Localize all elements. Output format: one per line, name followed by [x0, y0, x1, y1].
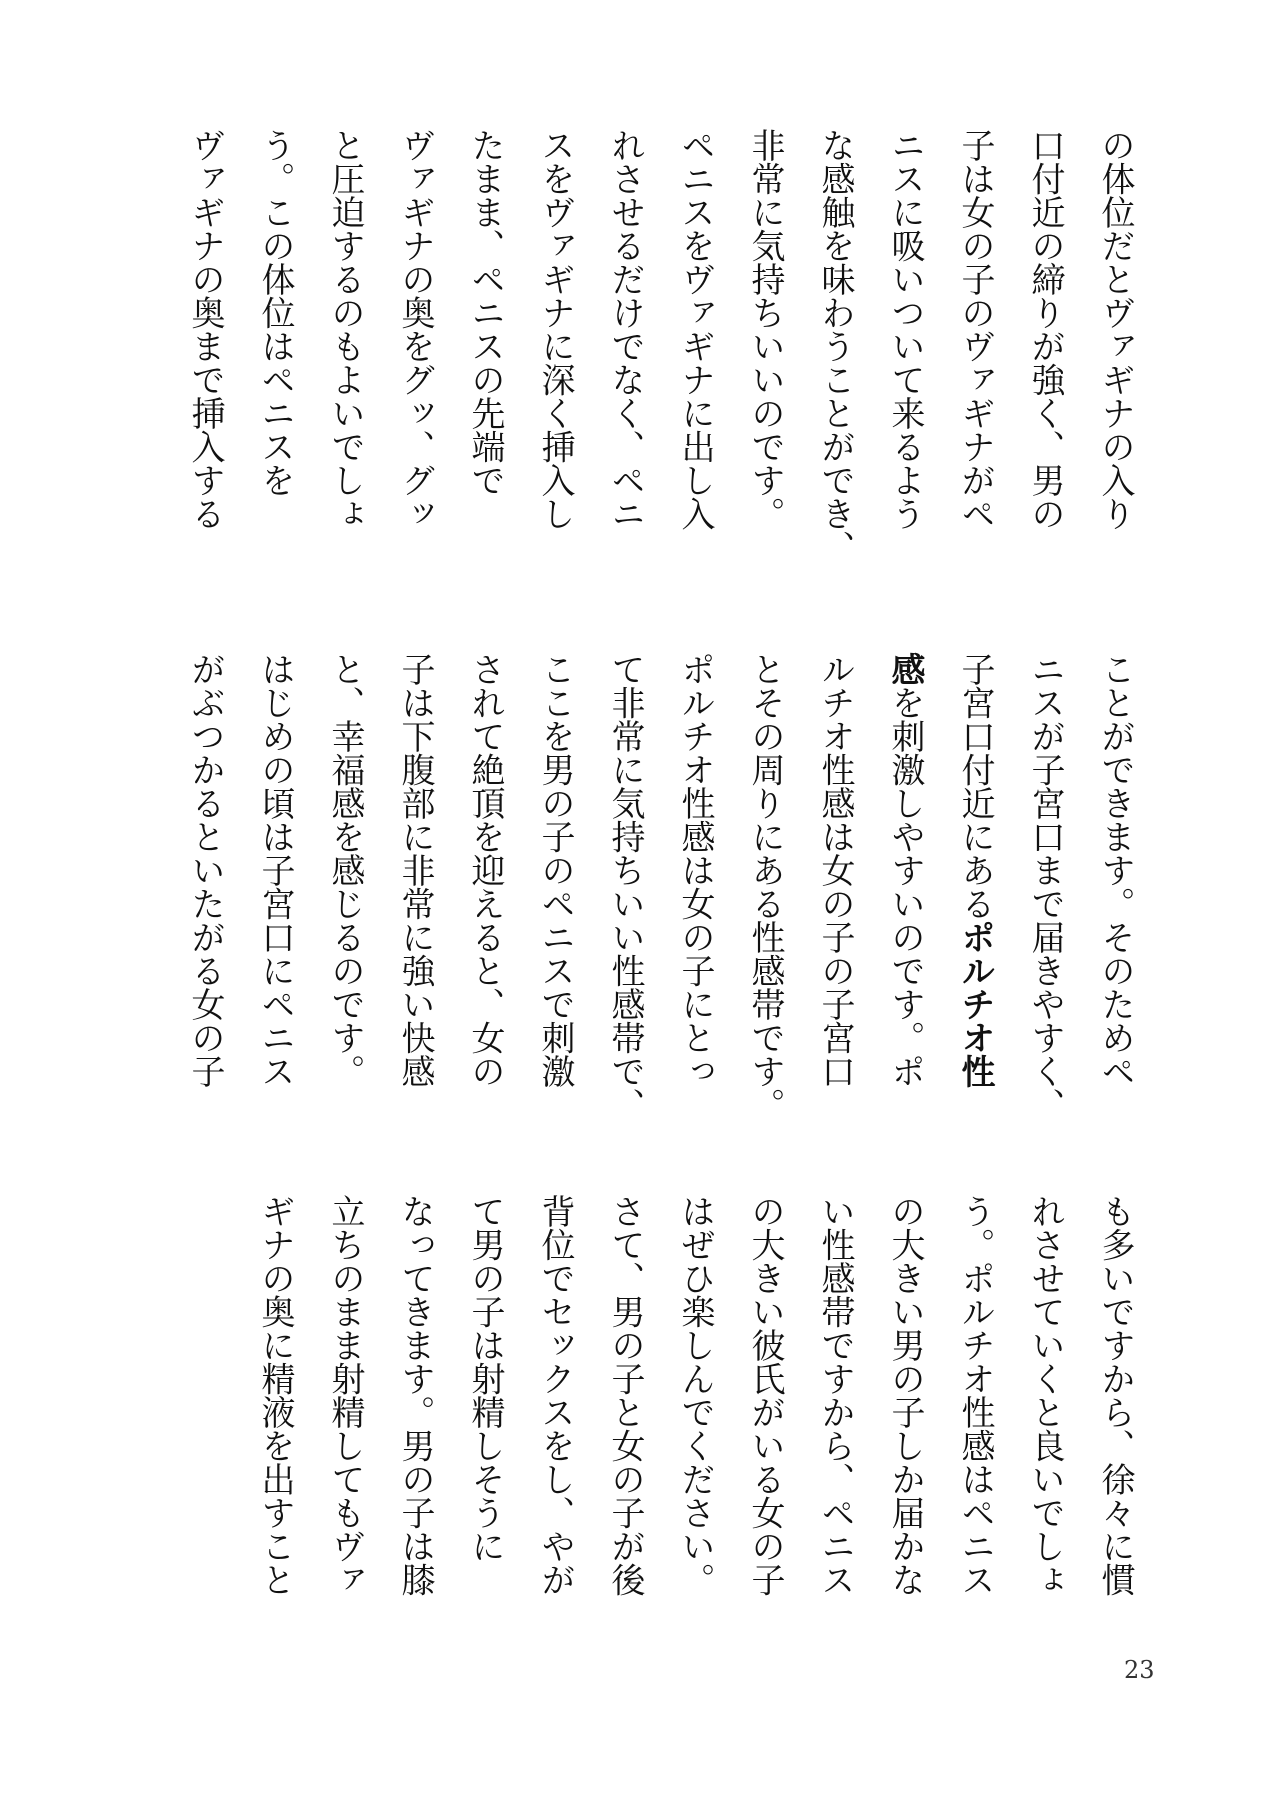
- text-segment: れさせるだけでなく、ペニ: [605, 128, 645, 530]
- text-column: [520, 652, 590, 1132]
- text-column: [310, 128, 380, 608]
- text-segment: ここを男の子のペニスで刺激: [535, 652, 575, 1088]
- text-column: [240, 128, 310, 608]
- text-segment: れさせていくと良いでしょ: [1025, 1194, 1065, 1596]
- text-segment: 子宮口付近にある: [955, 652, 995, 920]
- text-column: [170, 652, 240, 1132]
- text-segment: スをヴァギナに深く挿入し: [535, 128, 575, 530]
- text-column: [170, 128, 240, 608]
- text-column: [520, 1194, 590, 1674]
- text-column: [940, 1194, 1010, 1674]
- text-column: [870, 128, 940, 608]
- text-segment: も多いですから、徐々に慣: [1095, 1194, 1135, 1596]
- text-segment: はじめの頃は子宮口にペニス: [255, 652, 295, 1088]
- text-segment: ニスが子宮口まで届きやすく、: [1025, 652, 1065, 1121]
- text-segment: 子は下腹部に非常に強い快感: [395, 652, 435, 1088]
- text-column: [240, 652, 310, 1132]
- text-column: [1010, 128, 1080, 608]
- text-segment: ポルチオ性感は女の子にとっ: [675, 652, 715, 1088]
- text-column: [1010, 652, 1080, 1132]
- text-segment: されて絶頂を迎えると、女の: [465, 652, 505, 1088]
- text-segment: の大きい彼氏がいる女の子: [745, 1194, 785, 1596]
- text-segment: たまま、ペニスの先端で: [465, 128, 505, 497]
- text-column: [1080, 652, 1150, 1132]
- text-column: [590, 652, 660, 1132]
- text-column: [520, 128, 590, 608]
- text-column: [450, 1194, 520, 1674]
- text-column: [800, 1194, 870, 1674]
- text-column: [240, 1194, 310, 1674]
- text-column: [380, 652, 450, 1132]
- text-column: [310, 1194, 380, 1674]
- text-segment: はぜひ楽しんでください。: [675, 1194, 715, 1596]
- text-column: [450, 652, 520, 1132]
- text-column: [380, 1194, 450, 1674]
- text-segment: ルチオ性感は女の子の子宮口: [815, 652, 855, 1088]
- text-segment: と、幸福感を感じるのです。: [325, 652, 365, 1088]
- bold-term: ポルチオ性: [955, 920, 995, 1088]
- text-column: [870, 652, 940, 1132]
- text-block-3: [240, 1194, 1150, 1674]
- text-column: [380, 128, 450, 608]
- text-segment: なってきます。男の子は膝: [395, 1194, 435, 1596]
- text-segment: う。この体位はペニスを: [255, 128, 295, 497]
- text-segment: がぶつかるといたがる女の子: [185, 652, 225, 1088]
- text-segment: さて、男の子と女の子が後: [605, 1194, 645, 1596]
- text-segment: 口付近の締りが強く、男の: [1025, 128, 1065, 530]
- text-segment: て男の子は射精しそうに: [465, 1194, 505, 1563]
- text-segment: ヴァギナの奥まで挿入する: [185, 128, 225, 530]
- text-column: [660, 652, 730, 1132]
- text-segment: ヴァギナの奥をグッ、グッ: [395, 128, 435, 530]
- text-column: [450, 128, 520, 608]
- text-column: [1080, 128, 1150, 608]
- text-column: [590, 128, 660, 608]
- text-segment: な感触を味わうことができ、: [815, 128, 855, 564]
- bold-term: 感: [885, 652, 925, 686]
- text-segment: を刺激しやすいのです。ポ: [885, 685, 925, 1088]
- text-column: [730, 652, 800, 1132]
- text-column: [310, 652, 380, 1132]
- text-column: [730, 128, 800, 608]
- text-segment: の体位だとヴァギナの入り: [1095, 128, 1135, 530]
- text-block-1: [170, 128, 1150, 608]
- text-segment: ニスに吸いついて来るよう: [885, 128, 925, 530]
- text-column: [800, 128, 870, 608]
- text-column: [660, 1194, 730, 1674]
- text-column: [730, 1194, 800, 1674]
- text-column: [590, 1194, 660, 1674]
- text-segment: ペニスをヴァギナに出し入: [675, 128, 715, 530]
- text-column: [940, 652, 1010, 1132]
- text-segment: 立ちのまま射精してもヴァ: [325, 1194, 365, 1596]
- text-segment: 背位でセックスをし、やが: [535, 1194, 575, 1596]
- text-segment: の大きい男の子しか届かな: [885, 1194, 925, 1596]
- page-number: 23: [1124, 1656, 1155, 1684]
- text-segment: と圧迫するのもよいでしょ: [325, 128, 365, 530]
- text-segment: 子は女の子のヴァギナがペ: [955, 128, 995, 530]
- text-column: [800, 652, 870, 1132]
- text-segment: 非常に気持ちいいのです。: [745, 128, 785, 530]
- text-segment: い性感帯ですから、ペニス: [815, 1194, 855, 1596]
- text-column: [1080, 1194, 1150, 1674]
- text-column: [940, 128, 1010, 608]
- text-column: [870, 1194, 940, 1674]
- text-segment: ことができます。そのためペ: [1095, 652, 1135, 1088]
- text-block-2: [170, 652, 1150, 1132]
- text-column: [660, 128, 730, 608]
- text-segment: う。ポルチオ性感はペニス: [955, 1194, 995, 1596]
- text-segment: とその周りにある性感帯です。: [745, 652, 785, 1121]
- text-segment: て非常に気持ちいい性感帯で、: [605, 652, 645, 1121]
- text-segment: ギナの奥に精液を出すこと: [255, 1194, 295, 1596]
- text-column: [1010, 1194, 1080, 1674]
